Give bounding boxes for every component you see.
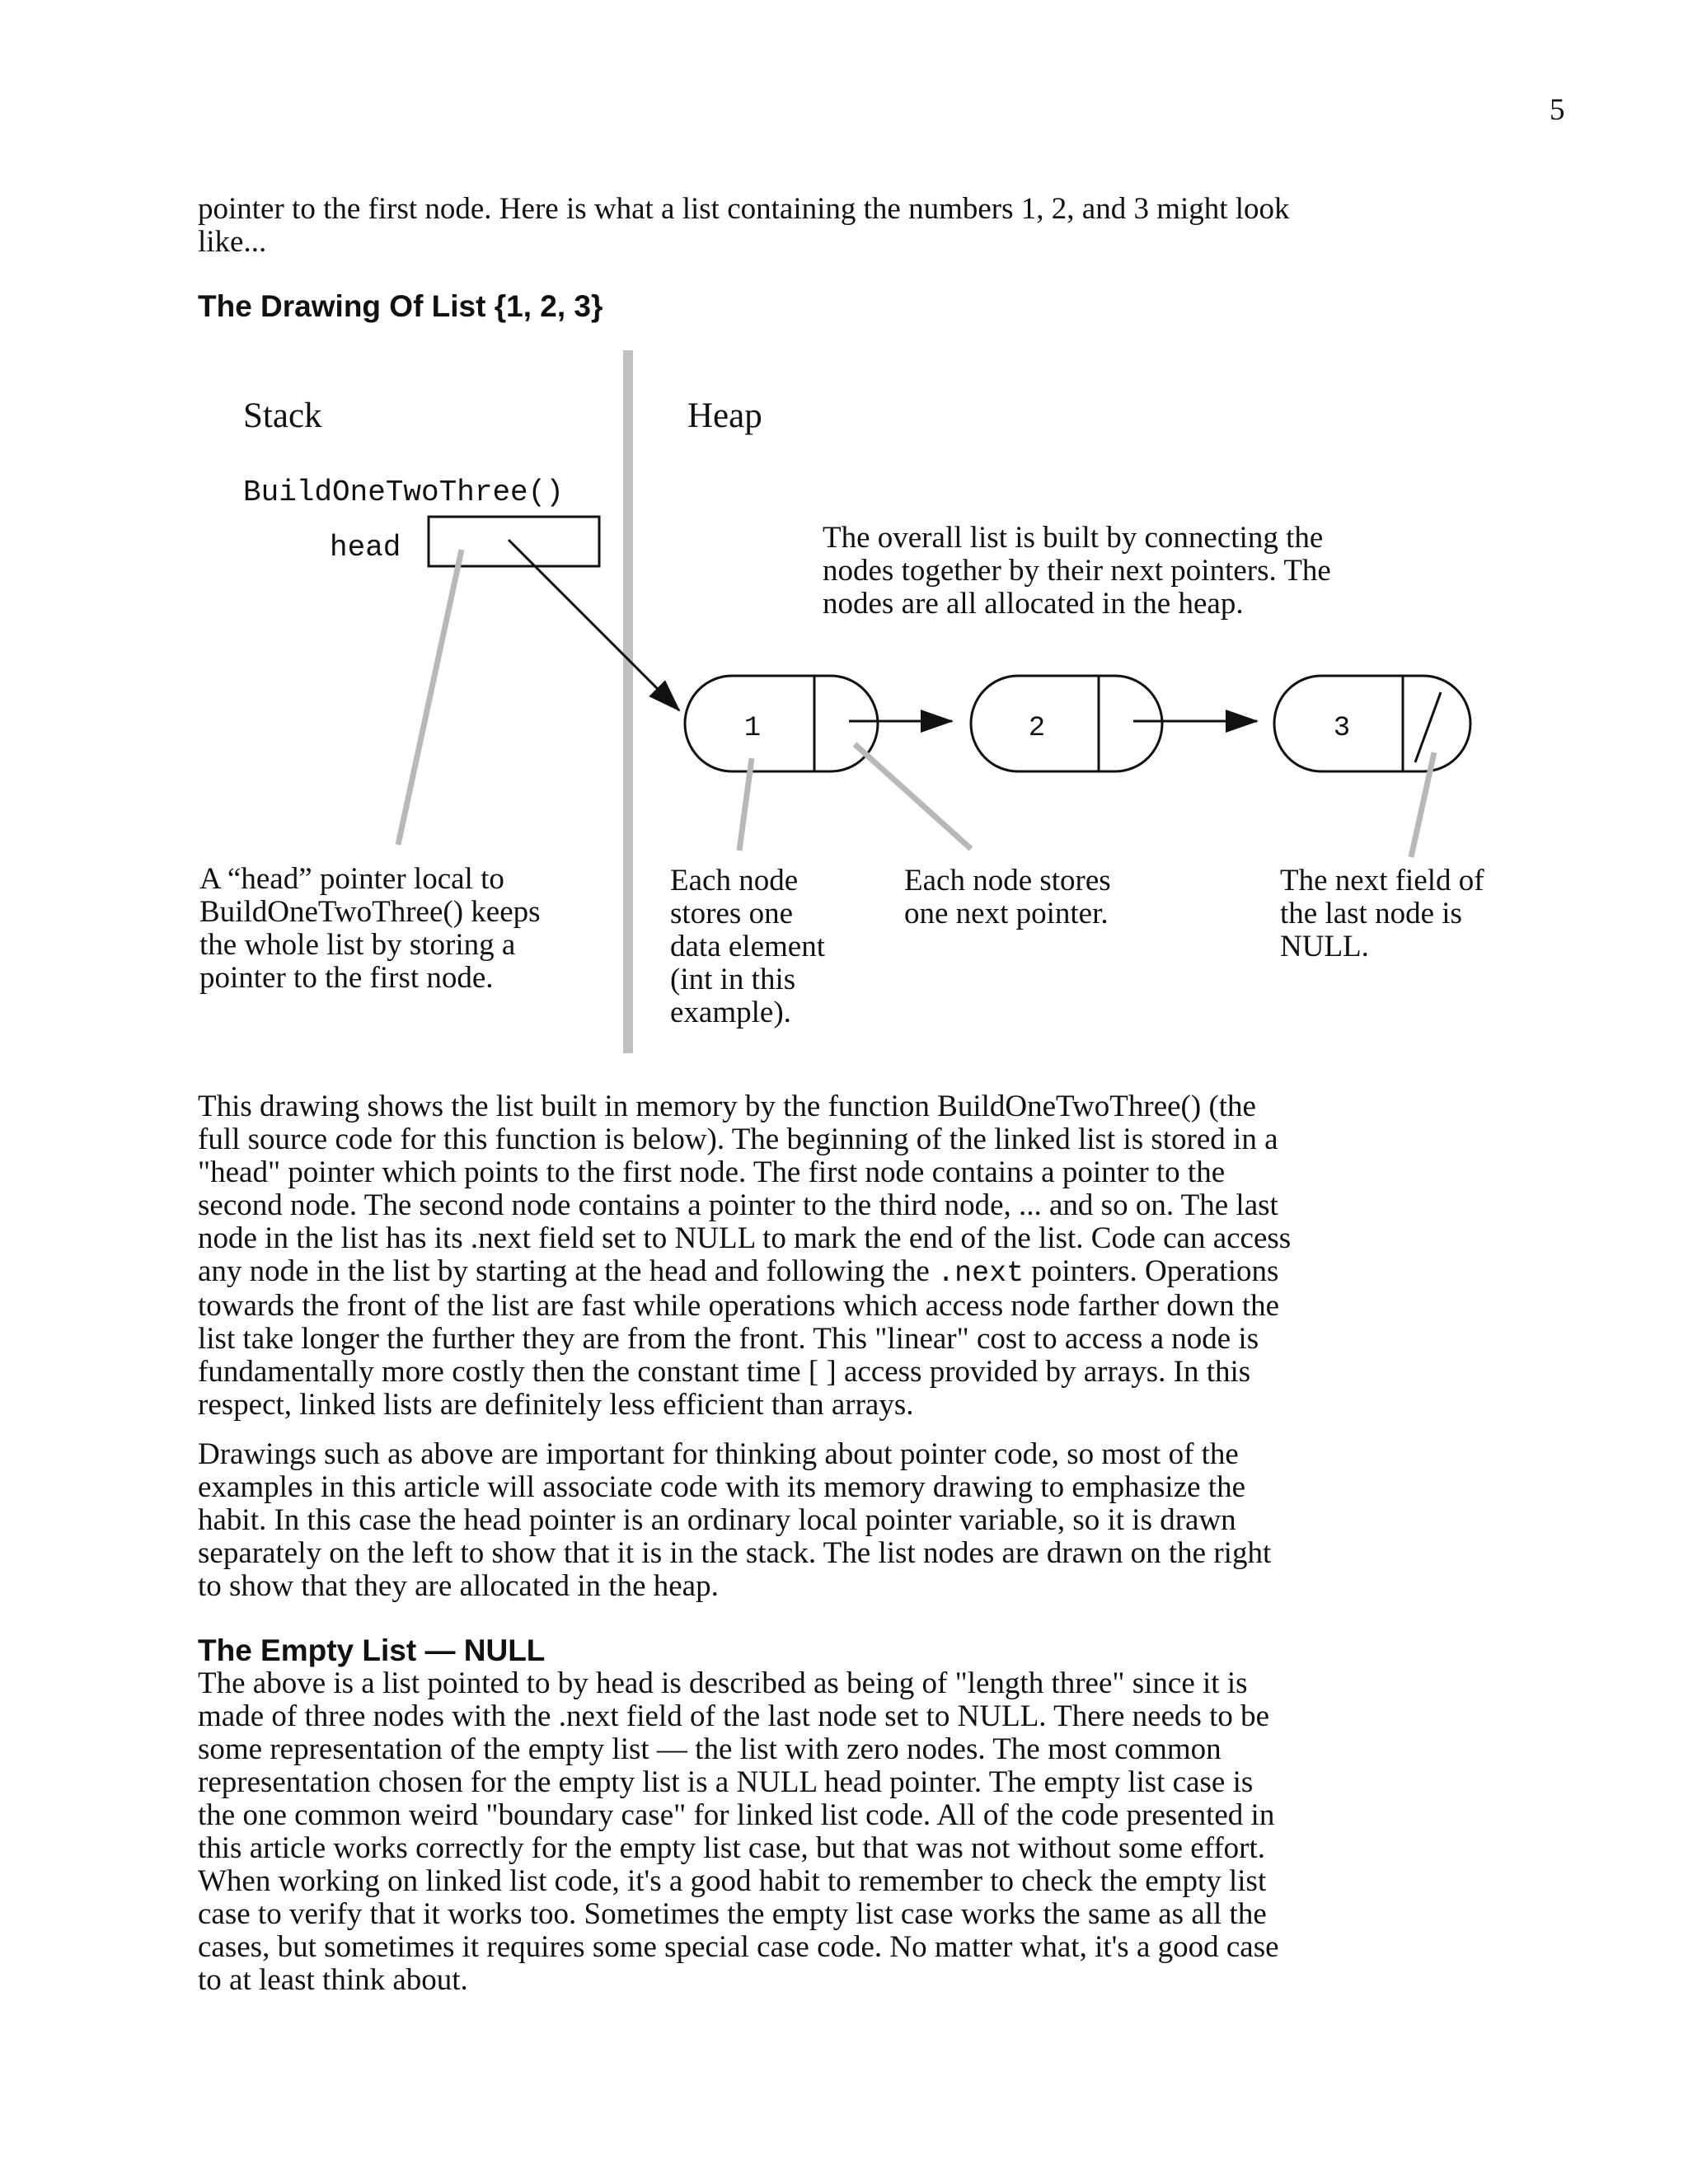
head-pointer-caption: A “head” pointer local to BuildOneTwoThree() keeps the whole list by storing a pointer to the first node. [199, 862, 541, 995]
text-line: This drawing shows the list built in memory by the function BuildOneTwoThree() (the [198, 1090, 1256, 1123]
text-line: some representation of the empty list — the list with zero nodes. The most common [198, 1732, 1221, 1766]
drawings-paragraph [198, 1438, 1385, 1603]
callout-line-head [398, 550, 462, 845]
text-line: cases, but sometimes it requires some special case code. No matter what, it's a good case [198, 1930, 1279, 1964]
text-line: this article works correctly for the empty list case, but that was not without some effort. [198, 1831, 1266, 1865]
text-line: the one common weird "boundary case" for linked list code. All of the code presented in [198, 1798, 1275, 1832]
stack-label: Stack [243, 396, 322, 435]
text-fragment: any node in the list by starting at the head and following the [198, 1254, 938, 1288]
text-line: The above is a list pointed to by head is described as being of "length three" since it is [198, 1666, 1248, 1700]
page-number: 5 [1550, 93, 1565, 127]
description-paragraph [198, 1090, 1385, 1422]
empty-list-heading: The Empty List — NULL [198, 1633, 546, 1667]
text-line: respect, linked lists are definitely less efficient than arrays. [198, 1388, 914, 1422]
text-line: node in the list has its .next field set to NULL to mark the end of the list. Code can access [198, 1221, 1292, 1255]
text-line: pointer to the first node. Here is what a list containing the numbers 1, 2, and 3 might look [198, 192, 1290, 226]
text-line: to at least think about. [198, 1963, 468, 1997]
data-element-caption: Each node stores one data element (int in this example). [670, 864, 825, 1029]
text-line: separately on the left to show that it is in the stack. The list nodes are drawn on the right [198, 1536, 1272, 1570]
text-line: When working on linked list code, it's a good habit to remember to check the empty list [198, 1864, 1267, 1898]
list-node-3 [1274, 676, 1470, 771]
text-line: list take longer the further they are from the front. This "linear" cost to access a node is [198, 1322, 1259, 1356]
text-line: "head" pointer which points to the first node. The first node contains a pointer to the [198, 1155, 1226, 1189]
text-line: like... [198, 225, 267, 259]
text-line: habit. In this case the head pointer is an ordinary local pointer variable, so it is drawn [198, 1503, 1236, 1537]
function-label: BuildOneTwoThree() [243, 476, 564, 509]
node-value: 2 [1028, 713, 1046, 744]
text-line: towards the front of the list are fast while operations which access node farther down the [198, 1289, 1280, 1323]
text-line: examples in this article will associate code with its memory drawing to emphasize the [198, 1470, 1246, 1504]
next-pointer-caption: Each node stores one next pointer. [904, 864, 1111, 930]
list-node-1 [685, 676, 878, 771]
text-line: made of three nodes with the .next field of the last node set to NULL. There needs to be [198, 1699, 1270, 1733]
empty-list-paragraph [198, 1667, 1385, 1997]
text-line: to show that they are allocated in the heap. [198, 1569, 719, 1603]
text-line: representation chosen for the empty list is a NULL head pointer. The empty list case is [198, 1765, 1254, 1799]
heap-label: Heap [687, 396, 762, 435]
inline-code: .next [937, 1257, 1025, 1290]
head-pointer-box [429, 517, 599, 566]
text-line: Drawings such as above are important for thinking about pointer code, so most of the [198, 1437, 1239, 1471]
text-line: full source code for this function is below). The beginning of the linked list is stored in a [198, 1122, 1278, 1156]
text-line [198, 1254, 1278, 1288]
list-node-2 [971, 676, 1162, 771]
section-heading: The Drawing Of List {1, 2, 3} [198, 289, 603, 323]
text-line: fundamentally more costly then the constant time [ ] access provided by arrays. In this [198, 1355, 1251, 1389]
node-value: 1 [743, 713, 762, 744]
overall-list-caption: The overall list is built by connecting the nodes together by their next pointers. The nodes are all allocated in the heap. [823, 521, 1331, 621]
text-fragment: pointers. Operations [1024, 1254, 1279, 1288]
node-value: 3 [1333, 713, 1351, 744]
null-next-caption: The next field of the last node is NULL. [1280, 864, 1484, 963]
head-label: head [330, 531, 401, 565]
callout-line-next [855, 744, 971, 849]
text-line: second node. The second node contains a pointer to the third node, ... and so on. The last [198, 1188, 1278, 1222]
text-line: case to verify that it works too. Sometimes the empty list case works the same as all the [198, 1897, 1267, 1931]
